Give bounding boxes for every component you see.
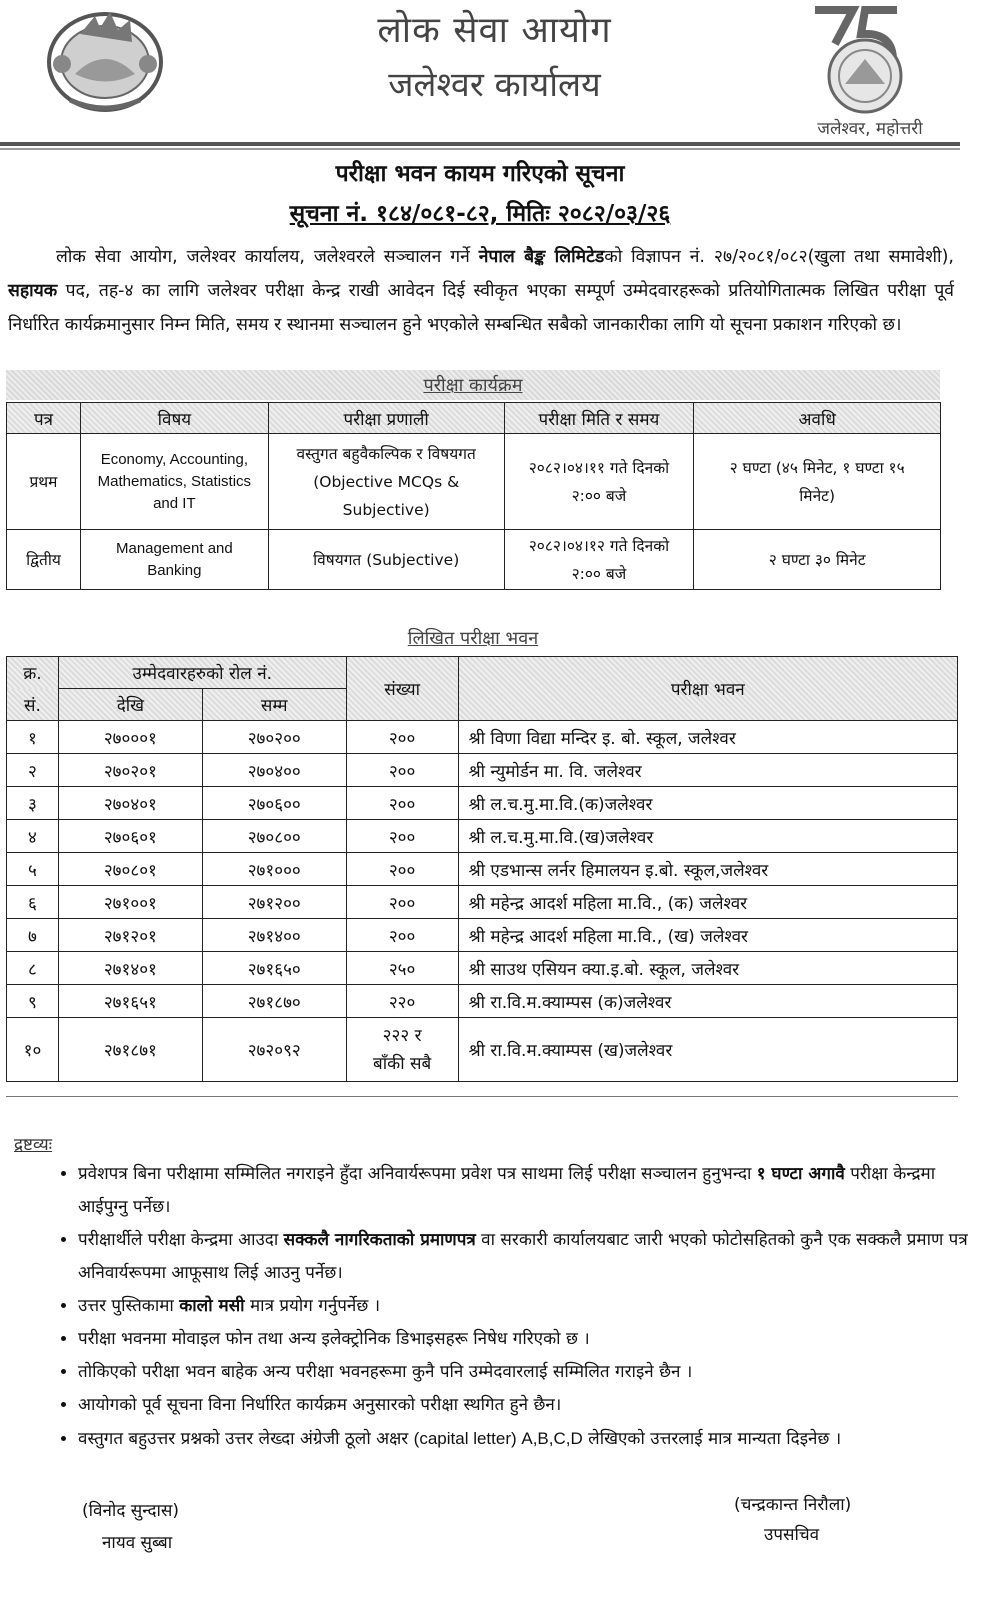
hall-cell: श्री रा.वि.म.क्याम्पस (क)जलेश्वर xyxy=(458,985,957,1018)
count-header: संख्या xyxy=(346,657,458,721)
table-row xyxy=(7,754,958,787)
column-header: विषय xyxy=(80,403,268,434)
count-cell: २२२ र बाँकी सबै xyxy=(346,1018,458,1082)
office-location: जलेश्वर, महोत्तरी xyxy=(817,119,923,139)
list-item: • प्रवेशपत्र बिना परीक्षामा सम्मिलित नगराइने हुँदा अनिवार्यरूपमा प्रवेश पत्र साथमा लिई परीक्षा सञ्चालन हुनुभन्दा १ घण्टा अगावै परीक्षा केन्द्रमा आईपुग्नु पर्नेछ। xyxy=(78,1158,978,1224)
sn-cell: १० xyxy=(7,1018,59,1082)
hall-cell: श्री साउथ एसियन क्या.इ.बो. स्कूल, जलेश्वर xyxy=(458,952,957,985)
roll-from-cell: २७०००१ xyxy=(58,721,202,754)
table-row xyxy=(7,985,958,1018)
roll-from-cell: २७०६०१ xyxy=(58,820,202,853)
notice-number-line: सूचना नं. १८४/०८१-८२, मितिः २०८२/०३/२६ xyxy=(289,201,671,227)
duration-cell: २ घण्टा ३० मिनेट xyxy=(694,530,941,590)
exam-venue-table xyxy=(6,656,958,1082)
from-header: देखि xyxy=(58,689,202,721)
program-heading: परीक्षा कार्यक्रम xyxy=(423,375,523,396)
count-cell: २०० xyxy=(346,754,458,787)
count-cell: २२० xyxy=(346,985,458,1018)
roll-to-cell: २७०२०० xyxy=(202,721,346,754)
sn-cell: ८ xyxy=(7,952,59,985)
count-cell: २०० xyxy=(346,721,458,754)
sn-header: क्र. xyxy=(7,657,59,689)
sn-cell: ६ xyxy=(7,886,59,919)
table-row xyxy=(7,530,941,590)
roll-to-cell: २७१६५० xyxy=(202,952,346,985)
sn-cell: ५ xyxy=(7,853,59,886)
list-item: • तोकिएको परीक्षा भवन बाहेक अन्य परीक्षा भवनहरूमा कुनै पनि उम्मेदवारलाई सम्मिलित गराइने छैन । xyxy=(78,1356,978,1389)
paper-cell: द्वितीय xyxy=(7,530,81,590)
table-row xyxy=(7,952,958,985)
sn-cell: १ xyxy=(7,721,59,754)
list-item: • उत्तर पुस्तिकामा कालो मसी मात्र प्रयोग गर्नुपर्नेछ । xyxy=(78,1290,978,1323)
column-header: परीक्षा प्रणाली xyxy=(268,403,504,434)
notice-intro-paragraph: लोक सेवा आयोग, जलेश्वर कार्यालय, जलेश्वरले सञ्चालन गर्ने नेपाल बैङ्क लिमिटेडको विज्ञापन नं. २७/२०८१/०८२(खुला तथा समावेशी), सहायक पद, तह-४ का लागि जलेश्वर परीक्षा केन्द्र राखी आवेदन दिई स्वीकृत भएका सम्पूर्ण उम्मेदवारहरूको प्रतियोगितात्मक लिखित परीक्षा पूर्व निर्धारित कार्यक्रमानुसार निम्न मिति, समय र स्थानमा सञ्चालन हुने भएकोले सम्बन्धित सबैको जानकारीका लागि यो सूचना प्रकाशन गरिएको छ। xyxy=(8,247,954,335)
sn-cell: ७ xyxy=(7,919,59,952)
sn-cell: ९ xyxy=(7,985,59,1018)
sn-header-bottom: सं. xyxy=(7,689,59,721)
hall-cell: श्री महेन्द्र आदर्श महिला मा.वि., (क) जलेश्वर xyxy=(458,886,957,919)
hall-cell: श्री ल.च.मु.मा.वि.(ख)जलेश्वर xyxy=(458,820,957,853)
notes-list xyxy=(40,1158,978,1456)
signatory-right-title: उपसचिव xyxy=(764,1525,820,1545)
table-row xyxy=(7,434,941,530)
subject-cell: Management and Banking xyxy=(80,530,268,590)
to-header: सम्म xyxy=(202,689,346,721)
organization-name: लोक सेवा आयोग xyxy=(377,10,612,51)
hall-header: परीक्षा भवन xyxy=(458,657,957,721)
subject-cell: Economy, Accounting, Mathematics, Statistics and IT xyxy=(80,434,268,530)
venue-heading: लिखित परीक्षा भवन xyxy=(407,628,539,649)
hall-cell: श्री रा.वि.म.क्याम्पस (ख)जलेश्वर xyxy=(458,1018,957,1082)
table-header-row xyxy=(7,403,941,434)
roll-from-cell: २७१६५१ xyxy=(58,985,202,1018)
paper-cell: प्रथम xyxy=(7,434,81,530)
count-cell: २५० xyxy=(346,952,458,985)
roll-from-cell: २७०४०१ xyxy=(58,787,202,820)
count-cell: २०० xyxy=(346,919,458,952)
count-cell: २०० xyxy=(346,853,458,886)
roll-to-cell: २७२०९२ xyxy=(202,1018,346,1082)
list-item: • परीक्षार्थीले परीक्षा केन्द्रमा आउदा सक्कलै नागरिकताको प्रमाणपत्र वा सरकारी कार्यालयबाट जारी भएको फोटोसहितको कुनै एक सक्कलै प्रमाण पत्र अनिवार्यरूपमा आफूसाथ लिई आउनु पर्नेछ। xyxy=(78,1224,978,1290)
datetime-cell: २०८२।०४।११ गते दिनको २:०० बजे xyxy=(504,434,694,530)
roll-to-cell: २७१२०० xyxy=(202,886,346,919)
notes-heading: द्रष्टव्यः xyxy=(14,1135,53,1155)
roll-to-cell: २७०८०० xyxy=(202,820,346,853)
column-header: पत्र xyxy=(7,403,81,434)
hall-cell: श्री न्युमोर्डन मा. वि. जलेश्वर xyxy=(458,754,957,787)
roll-to-cell: २७०४०० xyxy=(202,754,346,787)
hall-cell: श्री ल.च.मु.मा.वि.(क)जलेश्वर xyxy=(458,787,957,820)
header-divider-thin xyxy=(0,148,960,150)
roll-to-cell: २७१४०० xyxy=(202,919,346,952)
roll-from-cell: २७१००१ xyxy=(58,886,202,919)
table-row xyxy=(7,787,958,820)
signatory-left-name: (विनोद सुन्दास) xyxy=(82,1501,180,1521)
duration-cell: २ घण्टा (४५ मिनेट, १ घण्टा १५ मिनेट) xyxy=(694,434,941,530)
section-divider xyxy=(6,1096,958,1097)
hall-cell: श्री महेन्द्र आदर्श महिला मा.वि., (ख) जलेश्वर xyxy=(458,919,957,952)
roll-from-cell: २७०२०१ xyxy=(58,754,202,787)
sn-cell: २ xyxy=(7,754,59,787)
table-row xyxy=(7,919,958,952)
datetime-cell: २०८२।०४।१२ गते दिनको २:०० बजे xyxy=(504,530,694,590)
roll-to-cell: २७१००० xyxy=(202,853,346,886)
sn-cell: ४ xyxy=(7,820,59,853)
count-cell: २०० xyxy=(346,787,458,820)
signatory-right-name: (चन्द्रकान्त निरौला) xyxy=(734,1495,852,1515)
hall-cell: श्री एडभान्स लर्नर हिमालयन इ.बो. स्कूल,जलेश्वर xyxy=(458,853,957,886)
list-item: • आयोगको पूर्व सूचना विना निर्धारित कार्यक्रम अनुसारको परीक्षा स्थगित हुने छैन। xyxy=(78,1389,978,1422)
count-cell: २०० xyxy=(346,820,458,853)
exam-program-table xyxy=(6,402,941,590)
notice-title: परीक्षा भवन कायम गरिएको सूचना xyxy=(335,161,625,187)
column-header: परीक्षा मिति र समय xyxy=(504,403,694,434)
header-divider xyxy=(0,142,960,146)
sn-cell: ३ xyxy=(7,787,59,820)
table-row xyxy=(7,1018,958,1082)
roll-from-cell: २७१२०१ xyxy=(58,919,202,952)
roll-to-cell: २७१८७० xyxy=(202,985,346,1018)
table-row xyxy=(7,721,958,754)
system-cell: विषयगत (Subjective) xyxy=(268,530,504,590)
table-row xyxy=(7,853,958,886)
roll-to-cell: २७०६०० xyxy=(202,787,346,820)
office-name: जलेश्वर कार्यालय xyxy=(388,65,601,105)
roll-header: उम्मेदवारहरुको रोल नं. xyxy=(58,657,346,689)
table-header-row xyxy=(7,657,958,689)
signatory-left-title: नायव सुब्बा xyxy=(102,1533,173,1553)
hall-cell: श्री विणा विद्या मन्दिर इ. बो. स्कूल, जलेश्वर xyxy=(458,721,957,754)
anniversary-75-logo xyxy=(805,4,925,119)
count-cell: २०० xyxy=(346,886,458,919)
table-row xyxy=(7,820,958,853)
roll-from-cell: २७१८७१ xyxy=(58,1018,202,1082)
table-row xyxy=(7,886,958,919)
system-cell: वस्तुगत बहुवैकल्पिक र विषयगत (Objective MCQs & Subjective) xyxy=(268,434,504,530)
list-item: • वस्तुगत बहुउत्तर प्रश्नको उत्तर लेख्दा अंग्रेजी ठूलो अक्षर (capital letter) A,B,C,D लेखिएको उत्तरलाई मात्र मान्यता दिइनेछ । xyxy=(78,1422,978,1456)
roll-from-cell: २७०८०१ xyxy=(58,853,202,886)
column-header: अवधि xyxy=(694,403,941,434)
list-item: • परीक्षा भवनमा मोवाइल फोन तथा अन्य इलेक्ट्रोनिक डिभाइसहरू निषेध गरिएको छ । xyxy=(78,1323,978,1356)
roll-from-cell: २७१४०१ xyxy=(58,952,202,985)
